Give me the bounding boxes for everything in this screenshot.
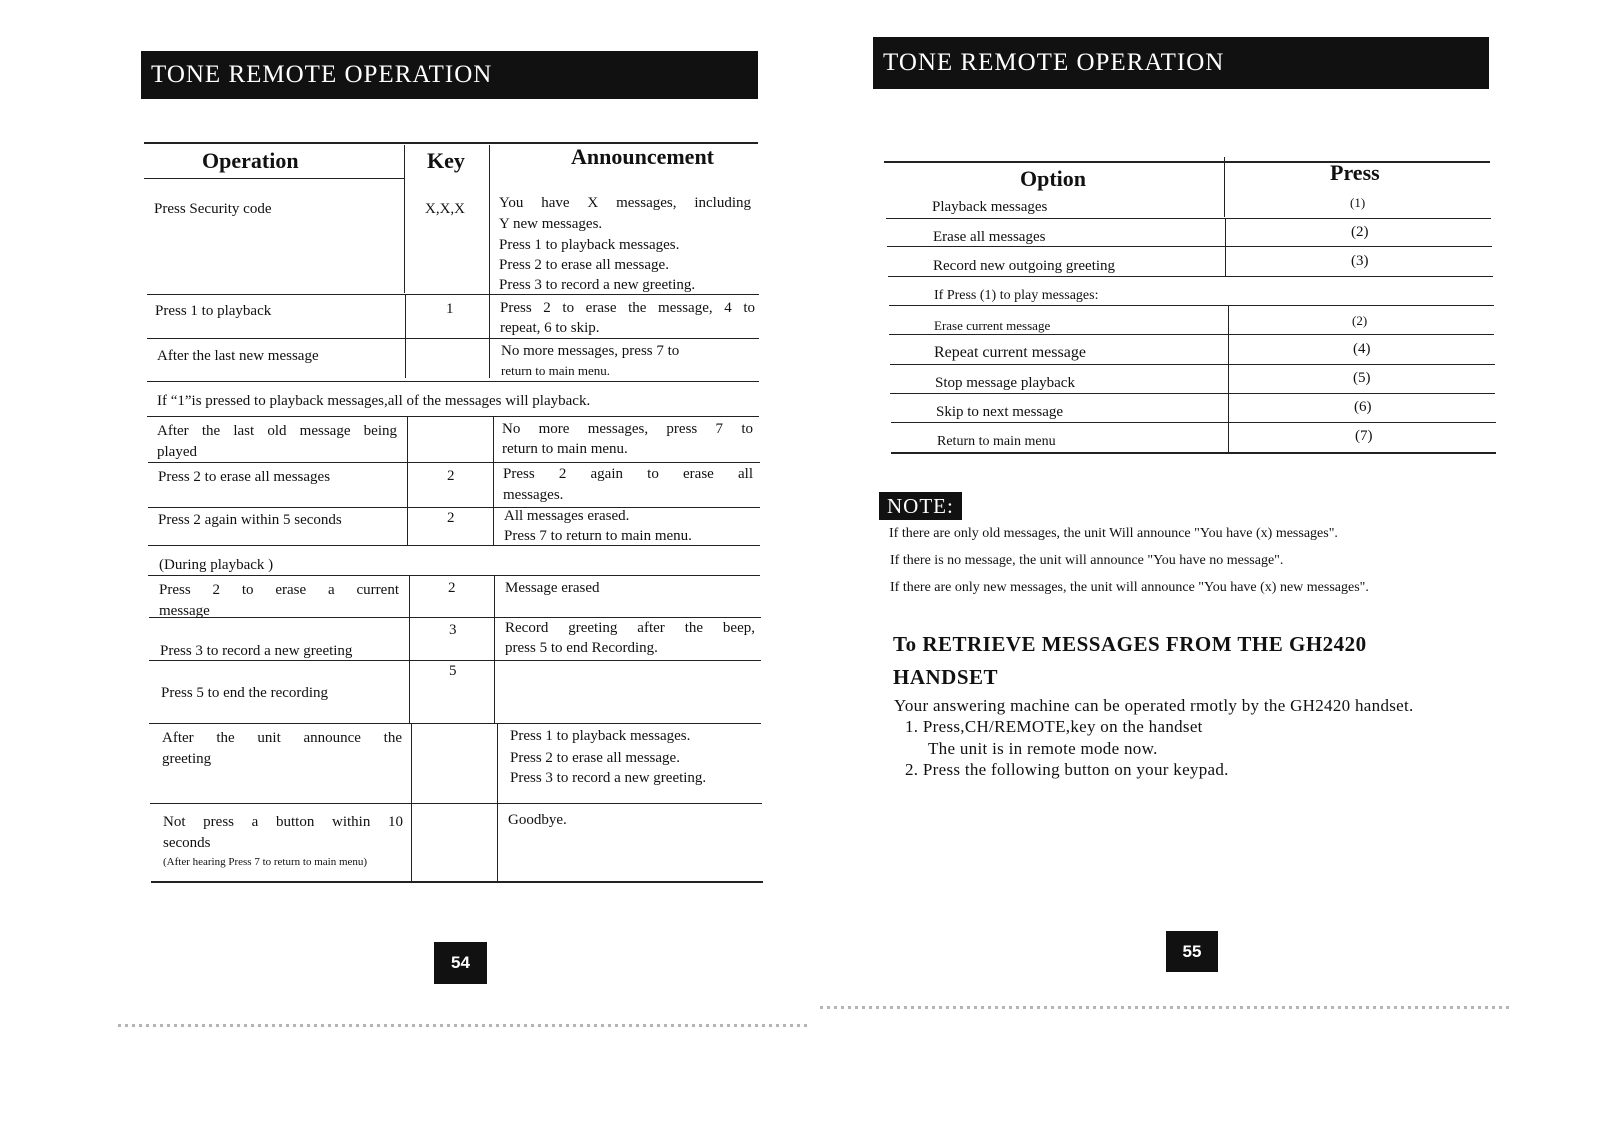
press-cell: (2) [1351,224,1369,240]
row-rule [148,575,760,576]
announcement-line: Goodbye. [508,812,567,828]
key-cell: 1 [446,301,454,317]
row-rule [147,416,759,417]
page-number-54: 54 [434,942,487,984]
row-rule [148,462,760,463]
option-cell: Skip to next message [936,404,1064,420]
option-cell: Erase all messages [933,229,1046,245]
operation-cell-continued: seconds [163,835,211,851]
announcement-line: Record greeting after the beep, [505,620,755,636]
option-cell: Return to main menu [937,434,1056,449]
announcement-line: Y new messages. [499,216,603,232]
announcement-line: All messages erased. [504,508,630,524]
option-row-rule [888,276,1493,277]
operation-cell: Press 2 again within 5 seconds [158,512,342,528]
press-cell: (1) [1350,195,1366,210]
table-header-rule [144,178,404,179]
options-column-divider [1225,218,1226,276]
note-label: NOTE: [879,492,962,520]
key-cell: 2 [447,468,455,484]
column-divider-announcement [494,575,495,723]
playback-span-note: If “1”is pressed to playback messages,all of the messages will playback. [157,393,591,409]
column-header-operation: Operation [202,148,299,173]
option-cell: Record new outgoing greeting [933,258,1116,274]
options-column-divider [1228,305,1229,454]
announcement-line: No more messages, press 7 to [502,421,753,437]
announcement-line: Press 3 to record a new greeting. [510,770,707,786]
note-line: If there are only new messages, the unit will announce "You have (x) new messages". [890,580,1369,595]
table-top-rule [144,142,758,144]
key-cell: 5 [449,663,457,679]
column-header-key: Key [427,148,465,173]
column-divider-key [407,416,408,546]
column-divider-key [409,575,410,723]
operation-cell: Press 2 to erase a current [159,582,399,598]
operation-cell: Press 1 to playback [155,303,272,319]
key-cell: X,X,X [425,201,465,217]
announcement-line: Press 1 to playback messages. [499,237,680,253]
announcement-line: Press 2 to erase all message. [499,257,669,273]
announcement-line: Message erased [505,580,600,596]
press-cell: (4) [1353,341,1371,357]
page-number-55: 55 [1166,931,1218,972]
option-cell: Playback messages [932,199,1048,215]
operation-cell: Press 2 to erase all messages [158,469,331,485]
announcement-line: No more messages, press 7 to [501,343,680,359]
option-cell: Repeat current message [934,344,1086,361]
right-page-header: TONE REMOTE OPERATION [873,37,1489,89]
operation-cell: After the unit announce the [162,730,402,746]
announcement-line: Press 3 to record a new greeting. [499,277,696,293]
retrieve-intro: Your answering machine can be operated rmotly by the GH2420 handset. [894,696,1414,715]
column-divider-key [405,294,406,378]
option-cell: Erase current message [934,318,1051,333]
key-cell: 3 [449,622,457,638]
operation-cell-continued: message [159,603,210,619]
column-header-announcement: Announcement [571,144,715,169]
table-bottom-rule [151,881,763,883]
option-subheading: If Press (1) to play messages: [934,288,1099,303]
announcement-line: return to main menu. [502,441,628,457]
announcement-line: press 5 to end Recording. [505,640,658,656]
option-row-rule [886,218,1491,219]
options-table-top-rule [884,161,1490,163]
operation-cell: After the last old message being [157,423,397,439]
press-cell: (5) [1353,370,1371,386]
retrieve-step-detail: The unit is in remote mode now. [928,739,1158,758]
retrieve-step: 1. Press,CH/REMOTE,key on the handset [905,717,1203,736]
operation-cell: Press 5 to end the recording [161,685,329,701]
column-header-option: Option [1020,166,1087,191]
scan-artifact [820,1006,1510,1009]
option-row-rule [890,364,1495,365]
retrieve-step: 2. Press the following button on your keypad. [905,760,1229,779]
options-column-divider [1224,157,1225,217]
announcement-line: You have X messages, including [499,195,751,211]
announcement-line: messages. [503,487,564,503]
column-divider-announcement [493,416,494,546]
retrieve-title: To RETRIEVE MESSAGES FROM THE GH2420 [893,632,1367,656]
options-table-bottom-rule [891,452,1496,454]
note-line: If there are only old messages, the unit Will announce "You have (x) messages". [889,526,1338,541]
option-row-rule [890,393,1495,394]
note-line: If there is no message, the unit will announce "You have no message". [890,553,1284,568]
press-cell: (3) [1351,253,1369,269]
operation-cell-note: (After hearing Press 7 to return to main menu) [163,856,368,868]
operation-cell: Press 3 to record a new greeting [160,643,353,659]
operation-cell: After the last new message [157,348,319,364]
retrieve-title-continued: HANDSET [893,665,999,689]
row-rule [150,803,762,804]
operation-cell: Not press a button within 10 [163,814,403,830]
column-divider-announcement [489,145,490,378]
announcement-line: Press 2 to erase all message. [510,750,680,766]
left-page-header: TONE REMOTE OPERATION [141,51,758,99]
announcement-line: Press 7 to return to main menu. [504,528,692,544]
announcement-line: Press 1 to playback messages. [510,728,691,744]
row-rule [147,381,759,382]
during-playback-label: (During playback ) [159,557,274,573]
operation-cell-continued: greeting [162,751,212,767]
operation-cell-continued: played [157,444,197,460]
announcement-line: Press 2 again to erase all [503,466,753,482]
announcement-line: repeat, 6 to skip. [500,320,600,336]
scan-artifact [118,1024,808,1027]
press-cell: (7) [1355,428,1373,444]
option-row-rule [891,422,1496,423]
key-cell: 2 [448,580,456,596]
announcement-line: return to main menu. [501,363,611,378]
column-divider-key [404,145,405,293]
operation-cell: Press Security code [154,201,272,217]
key-cell: 2 [447,510,455,526]
option-cell: Stop message playback [935,375,1075,391]
press-cell: (2) [1352,313,1368,328]
announcement-line: Press 2 to erase the message, 4 to [500,300,755,316]
column-header-press: Press [1330,160,1380,185]
row-rule [147,338,759,339]
press-cell: (6) [1354,399,1372,415]
row-rule [149,723,761,724]
